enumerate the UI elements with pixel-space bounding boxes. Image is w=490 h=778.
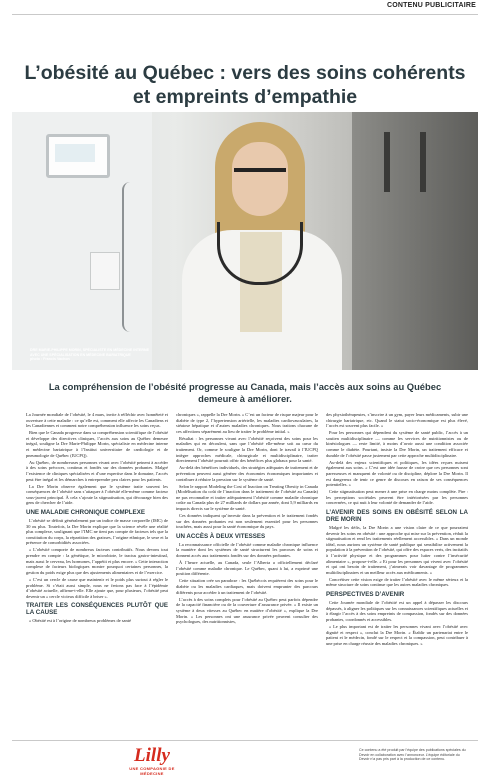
section-heading: UN ACCÈS À DEUX VITESSES [176, 532, 266, 540]
column-2 [176, 412, 318, 732]
paragraph: Cette Journée mondiale de l’obésité est un appel à dépasser les discours dépassés, à aligner les politiques sur les connaissances scientifiques actuelles et à élargir l’accès à des soins empreints de compassion, fondés sur des données probantes, coordonnés et accessibles. [326, 600, 468, 622]
paragraph: Au Québec, de nombreuses personnes vivant avec l’obésité peinent à accéder à des soins précoces, continus et fondés sur des données probantes. Malgré l’existence de cliniques spécialisées et d’une expertise dans le domaine, l’accès peut être inégal et les démarches à entreprendre peu claires pour les patients. [26, 459, 168, 482]
section-heading: TRAITER LES CONSÉQUENCES PLUTÔT QUE LA CAUSE [26, 602, 168, 617]
paragraph: des physiothérapeutes, s’inscrire à un gym, payer leurs médicaments, subir une chirurgie bariatrique, etc. Quand le statut socio-économique est plus élevé, l’accès est souvent plus facile. » [326, 412, 468, 429]
sponsor-disclaimer: Ce contenu a été produit par l’équipe des publications spéciales du Devoir en collaboration avec l’annonceur. L’équipe éditoriale du Devoir n’a pas pris part à la production de ce contenu. [359, 748, 466, 762]
paragraph: « Obésité est à l’origine de nombreux problèmes de santé [29, 618, 131, 624]
paragraph: L’accès à des soins complets pour l’obésité au Québec peut parfois dépendre de la capacité financière ou de la couverture d’assurance privée. « Il existe un système à deux vitesses au Québec en matière d’obésité », explique la Dre Morin. « Les personnes ont une assurance privée peuvent consulter des psychologues, des nutritionnistes, [176, 596, 318, 625]
glove-dispenser [90, 252, 120, 290]
paragraph: Résultat : les personnes vivant avec l’obésité reçoivent des soins pour les maladies qui en découlent, sans que l’obésité elle-même soit au cœur du traitement. Or, comme le souligne la Dre Morin, dont le travail à l’IUCPQ intègre approches médicale, chirurgicale et multidisciplinaire, traiter directement l’obésité pourrait offrir des bénéfices plus globaux pour la santé. [176, 435, 318, 464]
paragraph: Bien que le Canada progresse dans sa compréhension scientifique de l’obésité et développe des directives cliniques, l’accès aux soins au Québec demeure inégal, souligne la Dre Marie-Philippe Morin, spécialiste en médecine interne et médecine bariatrique à l’Institut universitaire de cardiologie et de pneumologie de Québec (IUCPQ). [26, 430, 168, 458]
column-1 [26, 412, 168, 732]
vital-signs-monitor [46, 134, 110, 178]
sponsored-content-label: CONTENU PUBLICITAIRE [386, 2, 476, 9]
section-heading: L’AVENIR DES SOINS EN OBÉSITÉ SELON LA DRE MORIN [326, 509, 468, 523]
caption-line: DRE MARIE-PHILIPPE MORIN, SPÉCIALISTE EN MÉDECINE INTERNE [30, 348, 150, 353]
doctor-glasses [234, 168, 286, 184]
monitor-cable [122, 182, 144, 332]
wall-instruments [384, 132, 426, 192]
paragraph: La Dre Morin observe également que le système traite souvent les conséquences de l’obésité sans s’attaquer à l’obésité elle-même comme facteur sous-jacent principal. À cela s’ajoute la stigmatisation, qui décourage bien des gens de chercher de l’aide. [26, 483, 168, 506]
paragraph: Au-delà des bénéfices individuels, des stratégies adéquates de traitement et de prévention peuvent aussi générer des économies économiques importantes et contribuer à réduire la pression sur le système de santé. [176, 465, 318, 482]
brand-wordmark: Lilly [134, 745, 170, 766]
caption-line: AVEC UNE SPÉCIALISATION EN MÉDECINE BARIATRIQUE [30, 352, 131, 357]
paragraph: Selon le rapport Modeling the Cost of Inaction on Treating Obesity in Canada (Modélisation du coût de l’inaction dans le traitement de l’obésité au Canada) ne pas reconnaître et traiter adéquatement l’obésité comme maladie chronique coûte au Canada plus de 27 milliards de dollars par année, dont 5,9 milliards en impacts directs sur le système de santé. [176, 483, 318, 511]
paragraph: L’obésité se définit généralement par un indice de masse corporelle (IMC) de 30 ou plus. Toutefois, la Dre Morin explique que la science révèle une réalité plus complexe, soulignant que l’IMC ne tient pas compte de facteurs tels que la constitution du corps, la répartition des graisses, l’origine ethnique, le sexe et la présence de comorbidités associées. [26, 518, 168, 546]
photo-credit: photo : Francis Vachon [30, 357, 70, 362]
paragraph: Pour les personnes qui dépendent du système de santé public, l’accès à un soutien multidisciplinaire — comme les services de nutritionnistes ou de kinésiologues — reste limité, à moins d’avoir aussi une condition associée comme le diabète. Pourtant, insiste la Dre Morin, un traitement efficace et durable de l’obésité passe justement par cette approche multidisciplinaire. [326, 430, 468, 458]
paragraph: Ces données indiquent qu’investir dans la prévention et le traitement fondés sur des données probantes est non seulement essentiel pour les personnes touchées, mais aussi pour la santé économique du pays. [176, 513, 318, 530]
paragraph: La reconnaissance officielle de l’obésité comme maladie chronique influence la manière dont les systèmes de santé structurent les parcours de soins et donnent accès aux traitements fondés sur des données probantes. [176, 541, 318, 559]
paragraph: À l’heure actuelle, au Canada, seule l’Alberta a officiellement déclaré l’obésité comme maladie chronique. Le Québec, quant à lui, a exprimé une position différente. [176, 560, 318, 577]
lilly-logo [117, 746, 187, 776]
paragraph: chroniques », rappelle la Dre Morin. « C’est un facteur de risque majeur pour le diabète de type 2, l’hypertension artérielle, les maladies cardiovasculaires, la stéatose hépatique et d’autres maladies chroniques. Nous traitons chacune de ces affections séparément au lieu de traiter le problème initial. » [176, 412, 318, 434]
paragraph: Cette stigmatisation peut mener à une prise en charge moins complète. Pire : les perceptions sociétales peuvent être intériorisées par les personnes concernées, ce qui nuit à leur volonté de demander de l’aide. [326, 489, 468, 506]
paragraph: La Journée mondiale de l’obésité, le 4 mars, invite à réfléchir avec honnêteté et ouverture à cette maladie : ce qu’elle est, comment elle affecte les Canadiens et les Canadiennes et comment notre compréhension influence les soins reçus. [26, 412, 168, 429]
paragraph: Au-delà des enjeux scientifiques et politiques, les idées reçues nuisent également aux soins. « C’est une idée fausse de croire que ces personnes sont paresseuses et manquent de volonté ou de discipline, déplore la Dre Morin. Il est dangereux de tenir ce genre de discours en raison de ses conséquences potentielles. » [326, 459, 468, 488]
column-3 [326, 412, 468, 732]
article-title: L’obésité au Québec : vers des soins cohérents et empreints d’empathie [24, 62, 466, 109]
paragraph: « Le plus important est de traiter les personnes vivant avec l’obésité avec dignité et respect », conclut la Dre Morin. « Établir un partenariat entre le patient et le médecin, fondé sur le respect et la compassion, peut contribuer à une prise en charge réussie des maladies chroniques. » [326, 623, 468, 646]
article-photo [12, 112, 478, 370]
paragraph: « C’est un cercle de cause que maintenir et le poids plus surtout à régler le problème. Si c’était aussi simple, nous ne ferions pas face à l’épidémie d’obésité actuelle, affirme-t-elle. Elle ajoute que, pour plusieurs, l’obésité peut devenir un « cercle vicieux difficile à briser ». [26, 576, 168, 599]
photo-caption [30, 348, 149, 362]
article-lede: La compréhension de l’obésité progresse au Canada, mais l’accès aux soins au Québec demeure à améliorer. [48, 381, 442, 404]
paragraph: Concrétiser cette vision exige de traiter l’obésité avec le même sérieux et la même structure de soins continue que les autres maladies chroniques. [326, 576, 468, 588]
paragraph: Cette situation crée un paradoxe : les Québécois requièrent des soins pour le diabète ou les maladies cardiaques, mais doivent emprunter des parcours différents pour accéder à un traitement de l’obésité. [176, 578, 318, 595]
paragraph: Malgré les défis, la Dre Morin a une vision claire de ce que pourraient devenir les soins en obésité : une approche qui mise sur la prévention, réduit la stigmatisation et rend les traitements réellement accessibles. « Dans un monde idéal, nous aurions un système de santé publique qui sensibilise activement la population à la prévention de l’obésité, qui offre des espaces verts, des incitatifs à l’activité physique et des programmes pour lutter contre l’insécurité alimentaire », propose-t-elle. « Et pour les personnes qui vivent avec l’obésité et qui ont besoin de traitement, j’aimerais voir davantage de programmes multidisciplinaires et un meilleur accès aux médicaments. » [326, 525, 468, 575]
section-heading: UNE MALADIE CHRONIQUE COMPLEXE [26, 509, 145, 516]
brand-tagline: UNE COMPAGNIE DE MÉDECINE [129, 766, 175, 776]
paragraph: « L’obésité comporte de nombreux facteurs contributifs. Nous devons tout prendre en compte : la génétique, le microbiote, le tractus gastro-intestinal, mais aussi le cerveau, les hormones, l’appétit et plus encore. » Cette interaction complexe de facteurs biologiques montre pourquoi certaines personnes, la gestion du poids exige plus que des ajustements alimentaires et de l’exercice. [26, 547, 168, 575]
section-heading: PERSPECTIVES D’AVENIR [326, 591, 405, 599]
article-body [26, 412, 468, 732]
